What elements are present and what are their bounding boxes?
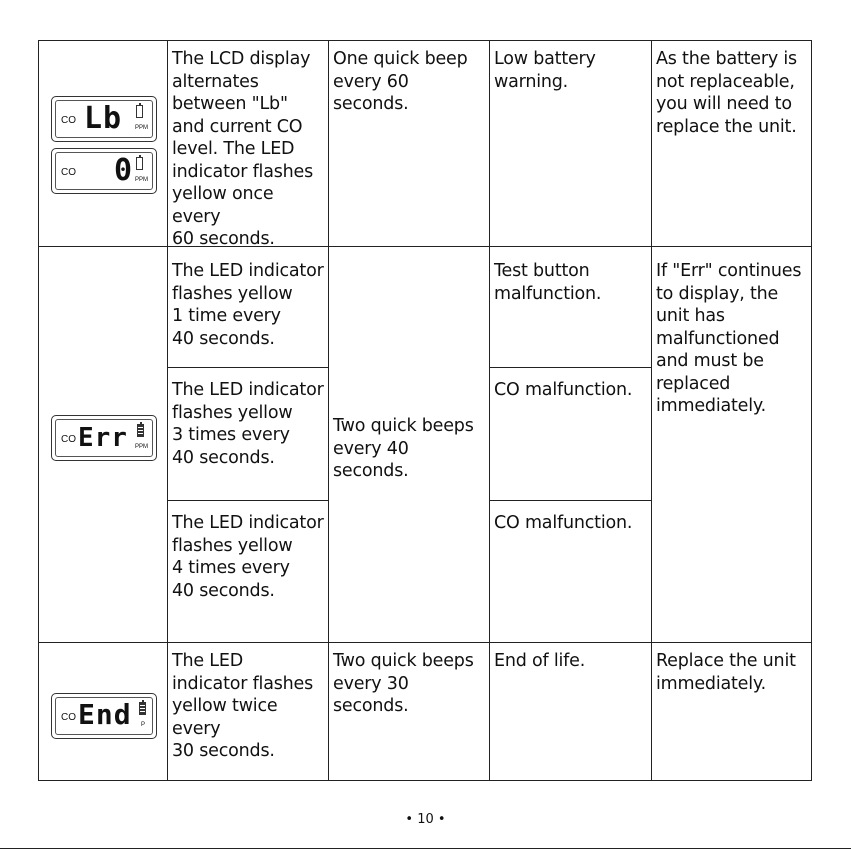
- co-label: CO: [61, 712, 76, 723]
- ppm-label: PPM: [135, 177, 149, 183]
- meaning-text: Test button malfunction.: [494, 261, 602, 304]
- lcd-display-err: [51, 415, 157, 461]
- battery-empty-icon: [136, 157, 143, 170]
- condition-text: The LED indicator flashes yellow twice every 30 seconds.: [172, 651, 314, 761]
- page-number: • 10 •: [405, 812, 446, 827]
- lcd-readout: 0: [114, 153, 134, 188]
- battery-empty-icon: [136, 105, 143, 118]
- meaning-text: End of life.: [494, 651, 586, 671]
- meaning-text: Low battery warning.: [494, 49, 596, 92]
- condition-text: The LCD display alternates between "Lb" and current CO level. The LED indicator flashes yellow once every 60 seconds.: [172, 49, 314, 249]
- action-text: Replace the unit immediately.: [656, 651, 796, 694]
- condition-text: The LED indicator flashes yellow 3 times every 40 seconds.: [172, 380, 324, 468]
- lcd-readout: End: [78, 698, 132, 731]
- beep-text: One quick beep every 60 seconds.: [333, 49, 468, 114]
- page-bottom-rule: [0, 848, 851, 849]
- lcd-display-co-level: [51, 148, 157, 194]
- co-label: CO: [61, 167, 76, 178]
- beep-text: Two quick beeps every 40 seconds.: [333, 416, 474, 481]
- ppm-label: P: [141, 722, 146, 728]
- meaning-text: CO malfunction.: [494, 513, 633, 533]
- battery-full-icon: [137, 424, 144, 437]
- lcd-display-end: [51, 693, 157, 739]
- lcd-readout: Lb: [84, 101, 123, 136]
- action-text: As the battery is not replaceable, you will need to replace the unit.: [656, 49, 797, 137]
- lcd-readout: Err: [78, 423, 128, 453]
- battery-full-icon: [139, 702, 146, 715]
- beep-text: Two quick beeps every 30 seconds.: [333, 651, 474, 716]
- co-label: CO: [61, 115, 76, 126]
- status-table: [38, 40, 812, 781]
- ppm-label: PPM: [135, 444, 149, 450]
- condition-text: The LED indicator flashes yellow 1 time every 40 seconds.: [172, 261, 324, 349]
- ppm-label: PPM: [135, 125, 149, 131]
- condition-text: The LED indicator flashes yellow 4 times every 40 seconds.: [172, 513, 324, 601]
- action-text: If "Err" continues to display, the unit has malfunctioned and must be replaced immediately.: [656, 261, 802, 416]
- co-label: CO: [61, 434, 76, 445]
- meaning-text: CO malfunction.: [494, 380, 633, 400]
- lcd-display-lb: [51, 96, 157, 142]
